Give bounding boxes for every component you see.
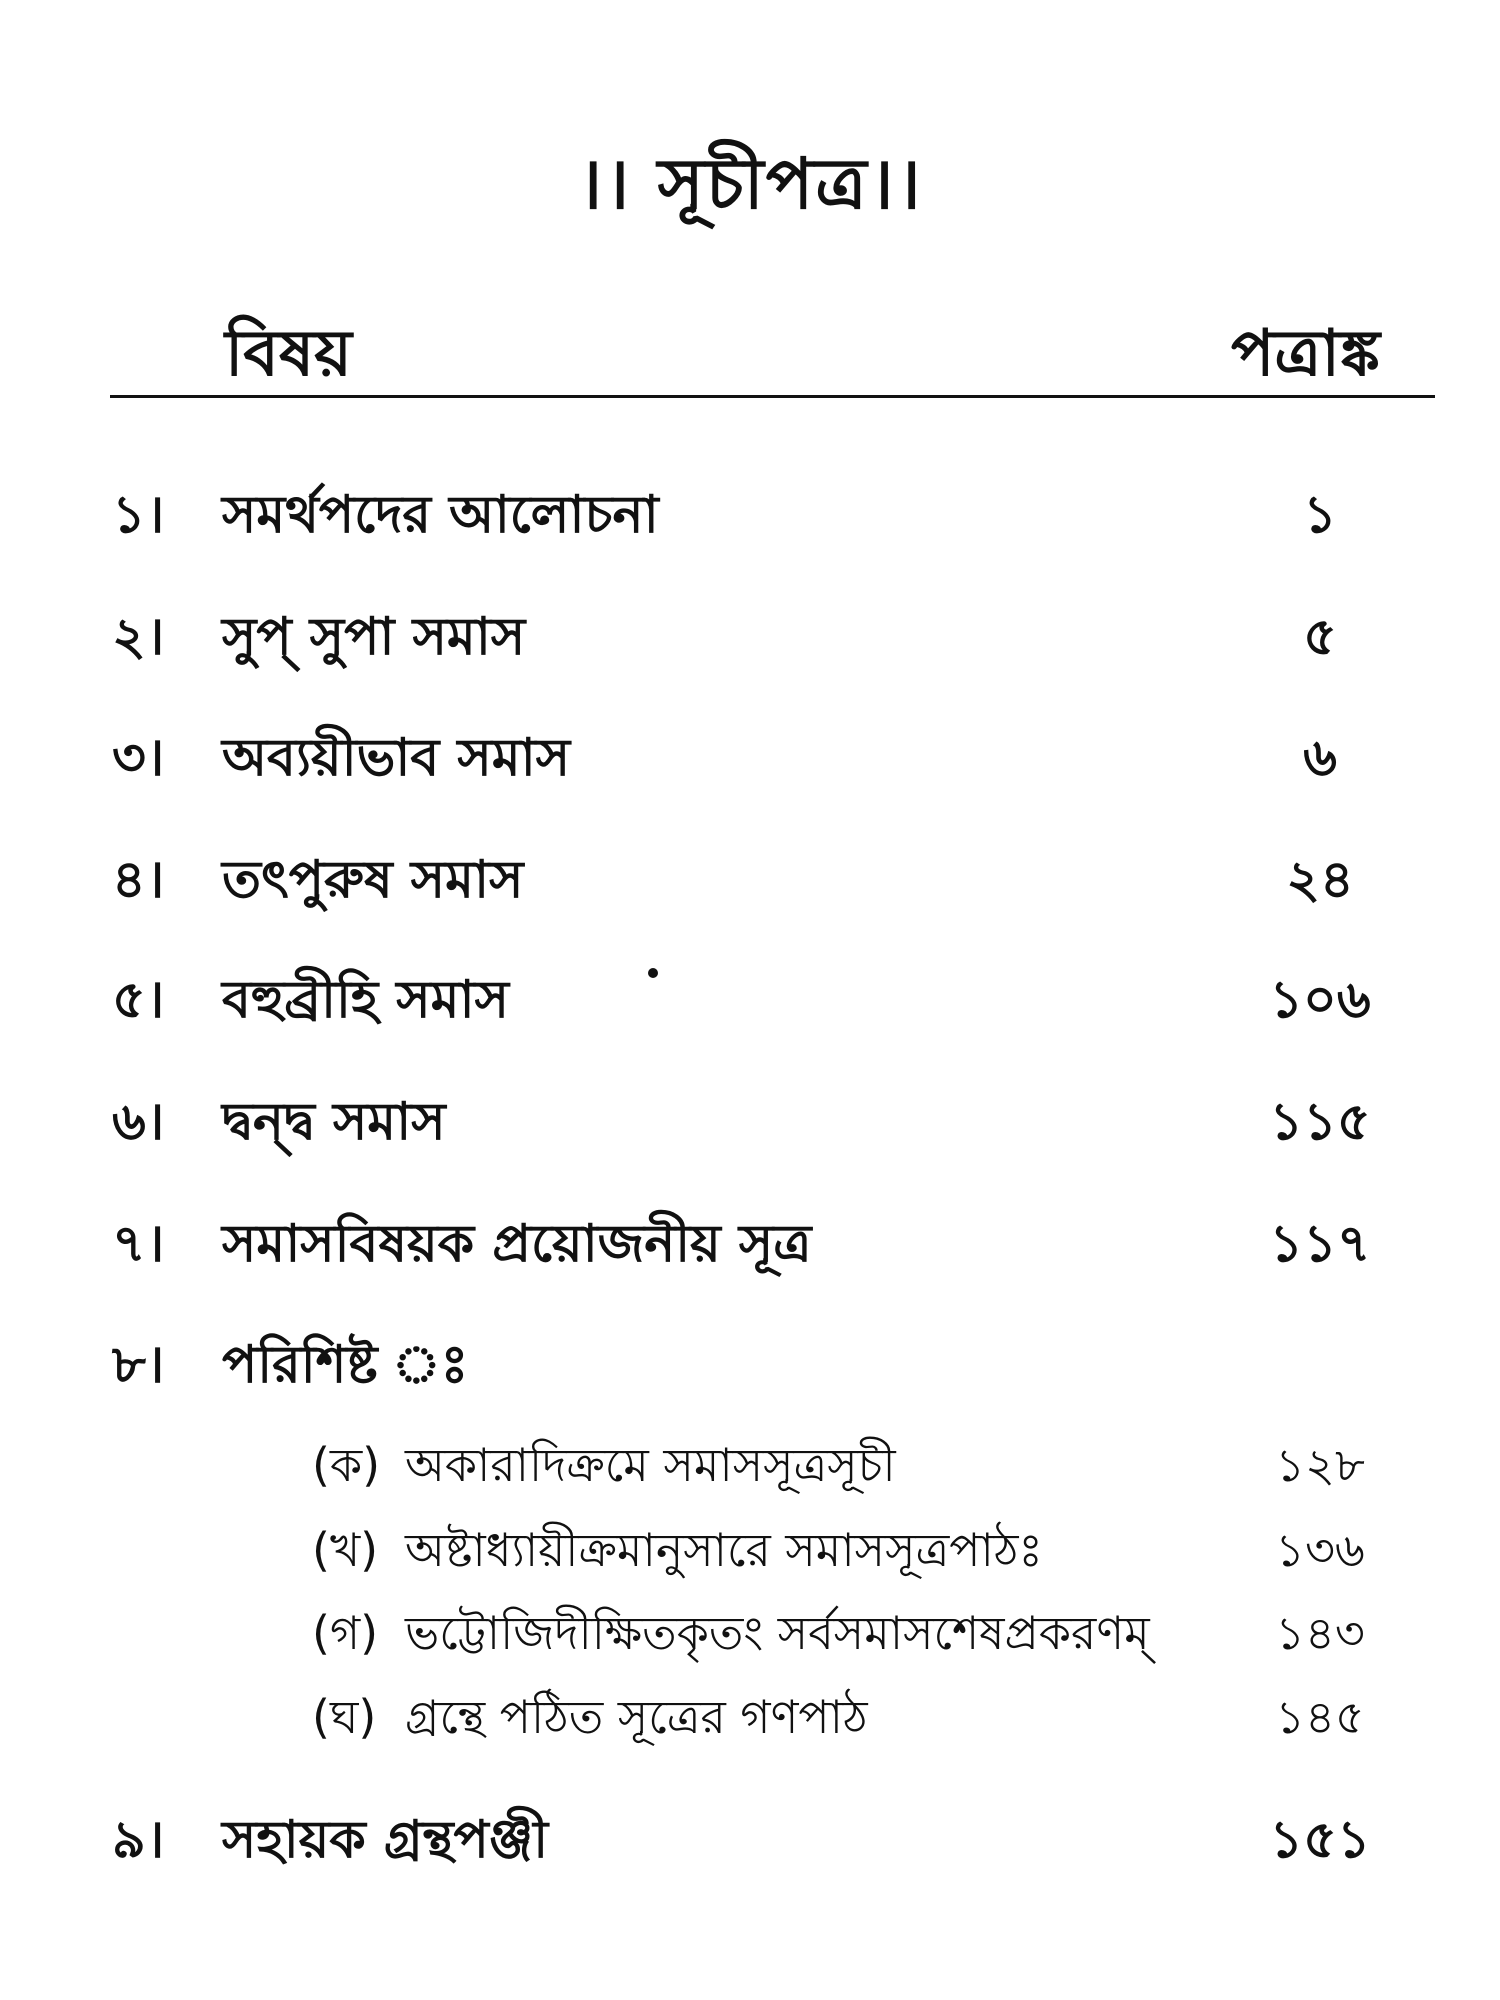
entry-label: দ্বন্দ্ব সমাস: [222, 1092, 446, 1152]
entry-label: অব্যয়ীভাব সমাস: [222, 728, 571, 788]
entry-label: সমর্থপদের আলোচনা: [222, 485, 659, 545]
entry-number: ৪।: [112, 850, 165, 910]
toc-entry: [0, 1325, 1500, 1405]
toc-entry: [0, 1082, 1500, 1162]
entry-label: সমাসবিষয়ক প্রয়োজনীয় সূত্র: [222, 1214, 812, 1274]
entry-page: ১: [1303, 485, 1337, 545]
entry-label: সহায়ক গ্রন্থপঞ্জী: [222, 1810, 549, 1870]
subject-column-header: বিষয়: [225, 317, 352, 391]
appendix-label: গ্রন্থে পঠিত সূত্রের গণপাঠ: [405, 1690, 868, 1744]
entry-page: ৫: [1303, 607, 1337, 667]
page-column-header: পত্রাঙ্ক: [1230, 317, 1380, 391]
entry-number: ৬।: [112, 1092, 165, 1152]
appendix-marker: (গ): [312, 1606, 379, 1660]
entry-number: ৮।: [112, 1335, 165, 1395]
toc-entry: [0, 475, 1500, 555]
page-title: ।। সূচীপত্র।।: [577, 143, 923, 225]
appendix-entry: [0, 1598, 1500, 1668]
entry-label: পরিশিষ্ট ঃ: [222, 1335, 469, 1395]
entry-number: ৭।: [112, 1214, 165, 1274]
entry-page: ১১৫: [1269, 1092, 1371, 1152]
entry-number: ৩।: [112, 728, 165, 788]
entry-page: ১০৬: [1269, 970, 1371, 1030]
header-divider: [110, 395, 1435, 398]
appendix-marker: (ক): [312, 1438, 381, 1492]
appendix-entry: [0, 1515, 1500, 1585]
entry-page: ২৪: [1286, 850, 1354, 910]
entry-label: বহুব্রীহি সমাস: [222, 970, 509, 1030]
toc-entry: [0, 840, 1500, 920]
entry-label: তৎপুরুষ সমাস: [222, 850, 524, 910]
entry-number: ১।: [112, 485, 165, 545]
entry-page: ৬: [1303, 728, 1337, 788]
entry-page: ১৫১: [1269, 1810, 1371, 1870]
appendix-page: ১৩৬: [1275, 1523, 1365, 1577]
appendix-label: অকারাদিক্রমে সমাসসূত্রসূচী: [405, 1438, 896, 1492]
toc-entry: [0, 597, 1500, 677]
entry-number: ৫।: [112, 970, 165, 1030]
toc-entry: [0, 1204, 1500, 1284]
entry-number: ৯।: [112, 1810, 165, 1870]
appendix-label: ভট্টোজিদীক্ষিতকৃতং সর্বসমাসশেষপ্রকরণম্: [405, 1606, 1150, 1660]
toc-entry: [0, 1800, 1500, 1880]
entry-label: সুপ্ সুপা সমাস: [222, 607, 526, 667]
toc-entry: [0, 960, 1500, 1040]
appendix-entry: [0, 1682, 1500, 1752]
entry-number: ২।: [112, 607, 165, 667]
appendix-marker: (ঘ): [312, 1690, 377, 1744]
appendix-marker: (খ): [312, 1523, 379, 1577]
print-speck: [648, 968, 658, 978]
appendix-label: অষ্টাধ্যায়ীক্রমানুসারে সমাসসূত্রপাঠঃ: [405, 1523, 1043, 1577]
appendix-page: ১৪৩: [1275, 1606, 1365, 1660]
appendix-page: ১২৮: [1275, 1438, 1365, 1492]
appendix-entry: [0, 1430, 1500, 1500]
entry-page: ১১৭: [1269, 1214, 1371, 1274]
toc-entry: [0, 718, 1500, 798]
appendix-page: ১৪৫: [1275, 1690, 1365, 1744]
